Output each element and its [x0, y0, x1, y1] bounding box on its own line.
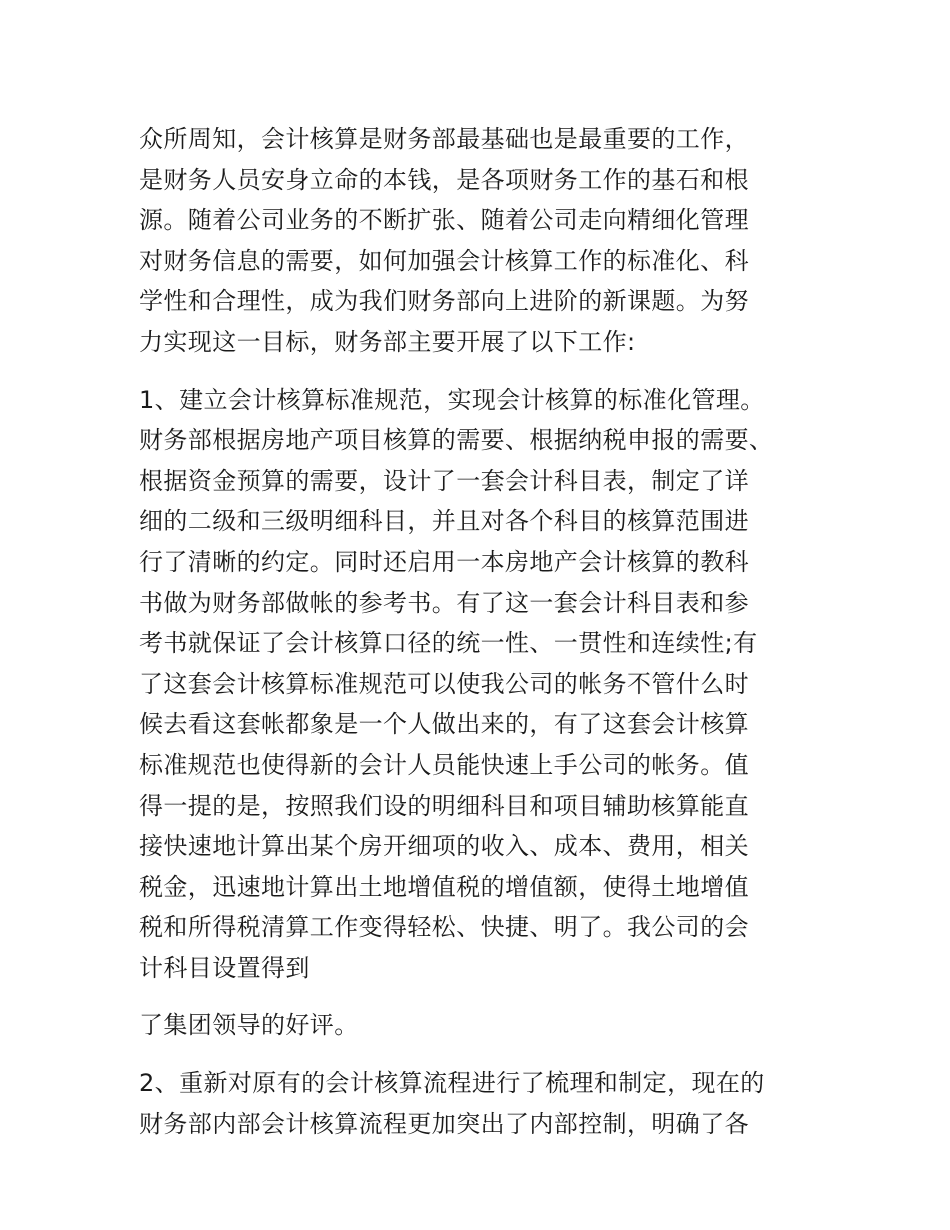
paragraph-item-2	[139, 1063, 829, 1144]
text-line: 2、重新对原有的会计核算流程进行了梳理和制定，现在的	[139, 1069, 765, 1098]
paragraph-intro	[139, 119, 829, 363]
text-line: 学性和合理性，成为我们财务部向上进阶的新课题。为努	[139, 287, 749, 316]
text-line: 税和所得税清算工作变得轻松、快捷、明了。我公司的会	[139, 913, 749, 942]
document-body	[139, 119, 829, 1161]
text-line: 考书就保证了会计核算口径的统一性、一贯性和连续性;有	[139, 629, 758, 658]
text-line: 了这套会计核算标准规范可以使我公司的帐务不管什么时	[139, 669, 749, 698]
text-line: 众所周知，会计核算是财务部最基础也是最重要的工作，	[139, 125, 749, 153]
text-line: 财务部内部会计核算流程更加突出了内部控制，明确了各	[139, 1109, 749, 1138]
text-line: 得一提的是，按照我们设的明细科目和项目辅助核算能直	[139, 791, 749, 820]
text-line: 标准规范也使得新的会计人员能快速上手公司的帐务。值	[139, 750, 749, 779]
text-line: 1、建立会计核算标准规范，实现会计核算的标准化管理。	[139, 385, 765, 414]
text-line: 接快速地计算出某个房开细项的收入、成本、费用，相关	[139, 832, 749, 861]
text-line: 源。随着公司业务的不断扩张、随着公司走向精细化管理	[139, 206, 749, 235]
text-line: 行了清晰的约定。同时还启用一本房地产会计核算的教科	[139, 547, 749, 576]
text-line: 税金，迅速地计算出土地增值税的增值额，使得土地增值	[139, 872, 749, 901]
text-line: 是财务人员安身立命的本钱，是各项财务工作的基石和根	[139, 165, 749, 194]
text-line: 力实现这一目标，财务部主要开展了以下工作:	[139, 327, 636, 356]
text-line: 了集团领导的好评。	[139, 1011, 359, 1040]
text-line: 计科目设置得到	[139, 953, 310, 982]
text-line: 候去看这套帐都象是一个人做出来的，有了这套会计核算	[139, 710, 749, 739]
text-line: 书做为财务部做帐的参考书。有了这一套会计科目表和参	[139, 588, 749, 617]
text-line: 细的二级和三级明细科目，并且对各个科目的核算范围进	[139, 507, 749, 536]
text-line: 财务部根据房地产项目核算的需要、根据纳税申报的需要、	[139, 426, 774, 455]
text-line: 根据资金预算的需要，设计了一套会计科目表，制定了详	[139, 466, 749, 495]
paragraph-item-1	[139, 380, 829, 989]
text-line: 对财务信息的需要，如何加强会计核算工作的标准化、科	[139, 246, 749, 275]
paragraph-continuation	[139, 1005, 829, 1046]
